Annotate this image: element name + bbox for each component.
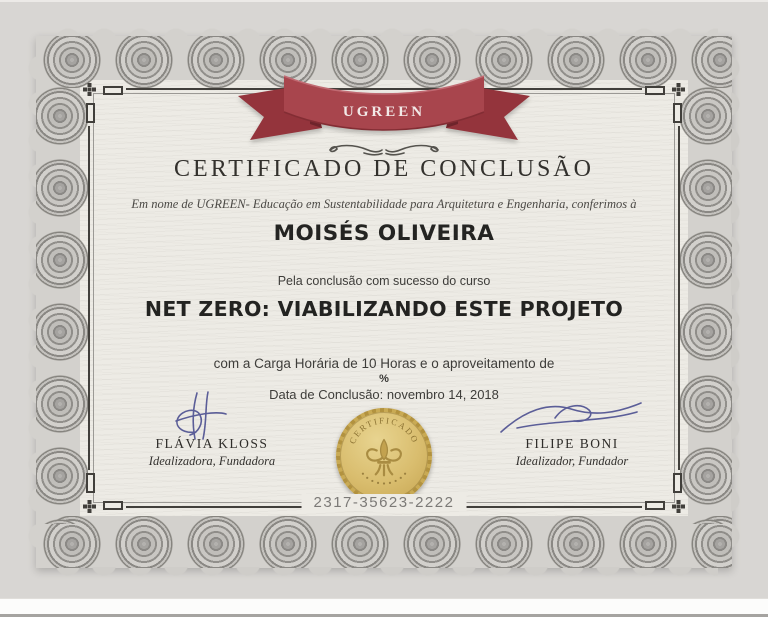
certificate-content: [80, 80, 688, 516]
intro-line: Em nome de UGREEN- Educação em Sustentabilidade para Arquitetura e Engenharia, conferimos à: [131, 197, 637, 211]
recipient-name: MOISÉS OLIVEIRA: [273, 221, 495, 246]
corner-cross-icon: [672, 83, 685, 96]
corner-bar: [673, 473, 682, 493]
ribbon-banner: [224, 70, 544, 150]
corner-bar: [673, 103, 682, 123]
signer-name: FLÁVIA KLOSS: [155, 436, 269, 451]
corner-bar: [86, 473, 95, 493]
signature-block-left: [122, 390, 302, 469]
course-title: NET ZERO: VIABILIZANDO ESTE PROJETO: [144, 297, 624, 321]
gold-seal: [336, 408, 432, 504]
corner-bar: [86, 103, 95, 123]
ribbon-label: UGREEN: [342, 104, 426, 120]
signature-block-right: [482, 396, 662, 469]
seal-artwork: [340, 412, 428, 500]
corner-cross-icon: [672, 500, 685, 513]
date-line: Data de Conclusão: novembro 14, 2018: [269, 387, 499, 402]
footer-bar: [0, 598, 768, 617]
guilloche-border-bottom: [36, 516, 732, 568]
corner-bar: [645, 501, 665, 510]
signer-role: Idealizador, Fundador: [515, 454, 629, 468]
signer-name: FILIPE BONI: [525, 436, 619, 451]
score-percent: %: [379, 373, 389, 385]
serial-number: 2317-35623-2222: [302, 494, 467, 511]
signature-scribble-icon: [162, 390, 262, 440]
corner-bar: [103, 86, 123, 95]
signature-scribble-icon: [497, 396, 647, 440]
corner-bar: [103, 501, 123, 510]
certificate-title: CERTIFICADO DE CONCLUSÃO: [174, 156, 594, 182]
corner-bar: [645, 86, 665, 95]
signer-role: Idealizadora, Fundadora: [148, 454, 276, 468]
workload-line: com a Carga Horária de 10 Horas e o aproveitamento de: [213, 356, 555, 371]
completion-line: Pela conclusão com sucesso do curso: [277, 274, 491, 288]
seal-label: CERTIFICADO: [347, 415, 421, 446]
fleur-de-lis-icon: [367, 440, 401, 476]
scallop-edge-right: [731, 50, 741, 554]
corner-cross-icon: [83, 83, 96, 96]
corner-cross-icon: [83, 500, 96, 513]
certificate-sheet: [36, 36, 732, 568]
scallop-edge-bottom: [50, 567, 718, 577]
